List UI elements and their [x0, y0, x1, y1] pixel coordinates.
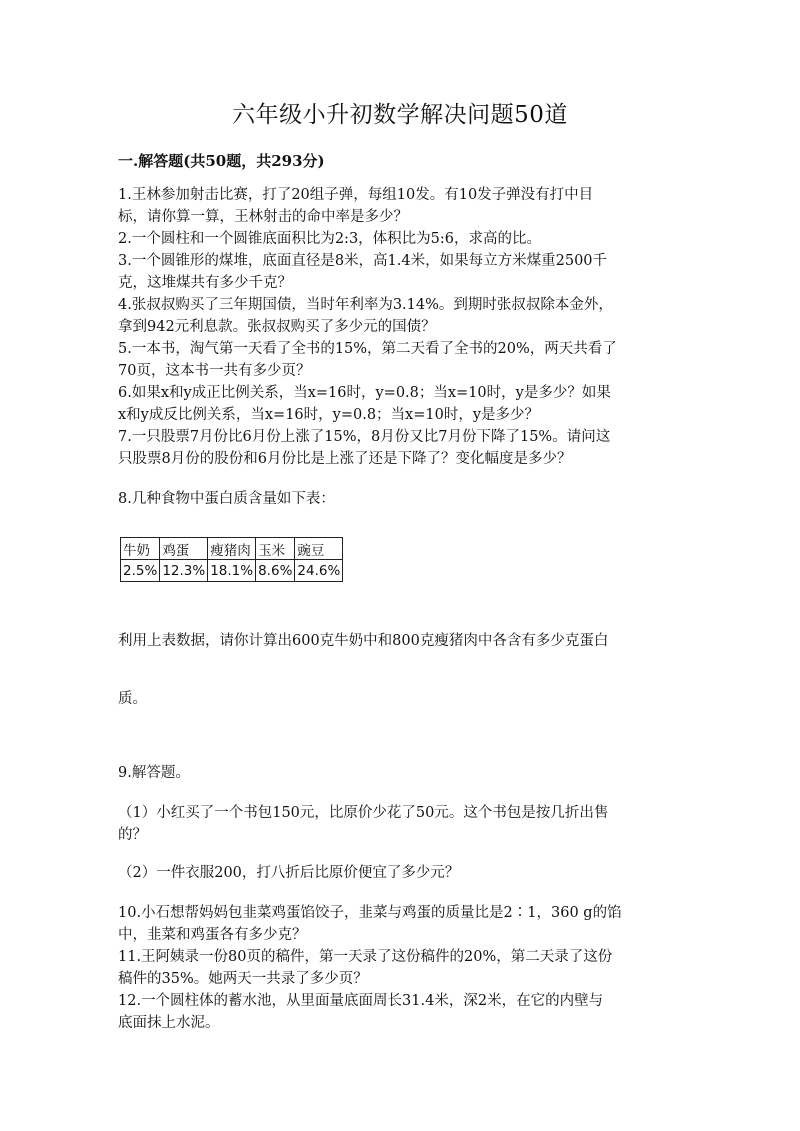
question-9-part-2: （2）一件衣服200，打八折后比原价便宜了多少元？ — [118, 865, 460, 881]
question-4-line-1: 4.张叔叔购买了三年期国债，当时年利率为3.14%。到期时张叔叔除本金外， — [118, 297, 613, 313]
question-2-line-1: 2.一个圆柱和一个圆锥底面积比为2:3，体积比为5:6，求高的比。 — [118, 231, 542, 247]
table-cell-protein: 8.6% — [256, 560, 295, 582]
question-9-heading: 9.解答题。 — [118, 765, 190, 781]
question-9-part-1-line-1: （1）小红买了一个书包150元，比原价少花了50元。这个书包是按几折出售 — [118, 805, 609, 821]
page-title: 六年级小升初数学解决问题50道 — [232, 102, 568, 128]
question-1-line-1: 1.王林参加射击比赛，打了20组子弹，每组10发。有10发子弹没有打中目 — [118, 187, 594, 203]
table-cell-protein: 2.5% — [121, 560, 160, 582]
question-12-line-2: 底面抹上水泥。 — [118, 1015, 220, 1031]
question-6-line-1: 6.如果x和y成正比例关系，当x=16时，y=0.8；当x=10时，y是多少？如果 — [118, 385, 611, 401]
table-cell-food: 鸡蛋 — [160, 538, 208, 560]
table-cell-food: 瘦猪肉 — [208, 538, 256, 560]
table-cell-protein: 12.3% — [160, 560, 208, 582]
section-heading: 一.解答题(共50题，共293分) — [118, 152, 325, 170]
question-10-line-2: 中，韭菜和鸡蛋各有多少克？ — [118, 927, 307, 943]
question-10-line-1: 10.小石想帮妈妈包韭菜鸡蛋馅饺子，韭菜与鸡蛋的质量比是2∶1，360 g的馅 — [118, 905, 622, 921]
question-4-line-2: 拿到942元利息款。张叔叔购买了多少元的国债？ — [118, 319, 436, 335]
question-5-line-2: 70页，这本书一共有多少页？ — [118, 363, 311, 379]
question-11-line-2: 稿件的35%。她两天一共录了多少页？ — [118, 971, 368, 987]
table-cell-protein: 18.1% — [208, 560, 256, 582]
table-row-protein — [121, 560, 343, 582]
table-cell-protein: 24.6% — [295, 560, 343, 582]
table-row-foods — [121, 538, 343, 560]
question-5-line-1: 5.一本书，淘气第一天看了全书的15%，第二天看了全书的20%，两天共看了 — [118, 341, 617, 357]
question-8-line-1: 利用上表数据，请你计算出600克牛奶中和800克瘦猪肉中各含有多少克蛋白 — [118, 633, 609, 649]
table-cell-food: 牛奶 — [121, 538, 160, 560]
table-cell-food: 玉米 — [256, 538, 295, 560]
question-6-line-2: x和y成反比例关系，当x=16时，y=0.8；当x=10时，y是多少？ — [118, 407, 540, 423]
question-8-line-2: 质。 — [118, 691, 147, 707]
question-9-part-1-line-2: 的？ — [118, 827, 147, 843]
question-3-line-1: 3.一个圆锥形的煤堆，底面直径是8米，高1.4米，如果每立方米煤重2500千 — [118, 253, 608, 269]
question-1-line-2: 标，请你算一算，王林射击的命中率是多少？ — [118, 209, 408, 225]
question-3-line-2: 克，这堆煤共有多少千克？ — [118, 275, 292, 291]
question-8-intro: 8.几种食物中蛋白质含量如下表： — [118, 491, 335, 507]
table-cell-food: 豌豆 — [295, 538, 343, 560]
protein-table — [120, 537, 343, 582]
question-7-line-2: 只股票8月份的股份和6月份比是上涨了还是下降了？变化幅度是多少？ — [118, 451, 572, 467]
question-11-line-1: 11.王阿姨录一份80页的稿件，第一天录了这份稿件的20%，第二天录了这份 — [118, 949, 613, 965]
question-12-line-1: 12.一个圆柱体的蓄水池，从里面量底面周长31.4米，深2米，在它的内壁与 — [118, 993, 604, 1009]
question-7-line-1: 7.一只股票7月份比6月份上涨了15%，8月份又比7月份下降了15%。请问这 — [118, 429, 611, 445]
